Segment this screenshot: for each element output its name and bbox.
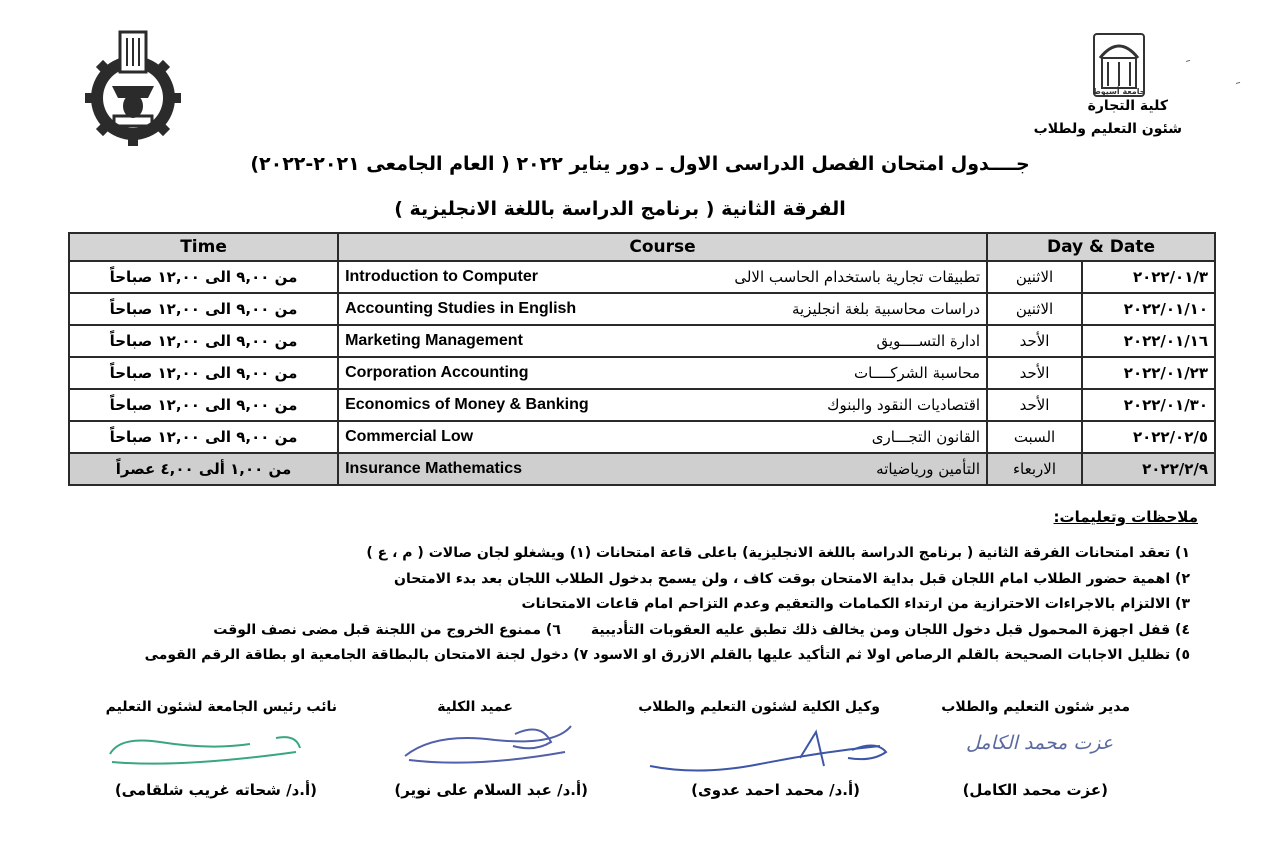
time-cell: من ٩,٠٠ الى ١٢,٠٠ صباحاً (69, 357, 338, 389)
table-row (69, 357, 1215, 389)
note-text: ٤) قفل اجهزة المحمول قبل دخول اللجان ومن يخالف ذلك تطبق عليه العقوبات التأديبية (590, 621, 1190, 638)
course-cell (338, 325, 987, 357)
day-cell: الاثنين (987, 293, 1082, 325)
time-cell: من ٩,٠٠ الى ١٢,٠٠ صباحاً (69, 389, 338, 421)
course-name-ar: القانون التجـــارى (871, 428, 981, 446)
date-cell: ٢٠٢٢/٠٢/٥ (1082, 421, 1215, 453)
note-item: ٣) الالتزام بالاجراءات الاحترازية من ارتداء الكمامات والتعقيم وعدم التزاحم امام قاعات الامتحانات (521, 596, 1190, 612)
course-cell (338, 421, 987, 453)
time-cell: من ٩,٠٠ الى ١٢,٠٠ صباحاً (69, 421, 338, 453)
note-item: ٥) تظليل الاجابات الصحيحة بالقلم الرصاص اولا ثم التأكيد عليها بالقلم الازرق او الاسود ٧) دخول لجنة الامتحان بالبطاقة الجامعية او بطاقة الرقم القومى (144, 647, 1190, 663)
table-row (69, 325, 1215, 357)
date-cell: ٢٠٢٢/٠١/١٠ (1082, 293, 1215, 325)
exam-schedule-table (68, 232, 1216, 486)
course-column-header: Course (338, 233, 987, 261)
course-name-en: Introduction to Computer (345, 268, 538, 285)
notes-title: ملاحظات وتعليمات: (1053, 508, 1198, 526)
course-name-ar: محاسبة الشركــــات (854, 364, 981, 382)
course-name-en: Economics of Money & Banking (345, 396, 589, 413)
faculty-emblem-logo (82, 26, 184, 148)
faculty-name: كلية التجارة (1087, 98, 1168, 114)
table-header-row (69, 233, 1215, 261)
time-cell: من ٩,٠٠ الى ١٢,٠٠ صباحاً (69, 325, 338, 357)
course-name-ar: التأمين ورياضياته (876, 460, 981, 478)
course-cell (338, 357, 987, 389)
course-name-en: Accounting Studies in English (345, 300, 577, 317)
course-cell (338, 293, 987, 325)
course-name-ar: اقتصاديات النقود والبنوك (827, 396, 981, 414)
day-cell: الأحد (987, 389, 1082, 421)
page-title: جــــدول امتحان الفصل الدراسى الاول ـ دور يناير ٢٠٢٢ ( العام الجامعى ٢٠٢١-٢٠٢٢) (250, 153, 1030, 175)
page-subtitle: الفرقة الثانية ( برنامج الدراسة باللغة الانجليزية ) (394, 198, 846, 220)
table-row (69, 389, 1215, 421)
note-item: ٢) اهمية حضور الطلاب امام اللجان قبل بداية الامتحان بوقت كاف ، ولن يسمح بدخول الطلاب اللجان بعد بدء الامتحان (394, 570, 1190, 587)
course-name-ar: دراسات محاسبية بلغة انجليزية (791, 300, 981, 318)
course-cell (338, 389, 987, 421)
university-logo (1088, 30, 1150, 100)
right-logo-text: جامعة أسيوط (1092, 87, 1146, 96)
day-cell: السبت (987, 421, 1082, 453)
table-row (69, 261, 1215, 293)
signature-name: (أ.د/ عبد السلام على نوير) (394, 781, 588, 799)
signature-mark (395, 712, 585, 782)
time-cell: من ٩,٠٠ الى ١٢,٠٠ صباحاً (69, 293, 338, 325)
course-name-ar: تطبيقات تجارية باستخدام الحاسب الالى (734, 268, 981, 286)
day-date-column-header: Day & Date (987, 233, 1215, 261)
note-item (80, 618, 1190, 644)
course-name-ar: ادارة التســــويق (876, 332, 981, 350)
course-cell (338, 453, 987, 485)
date-cell: ٢٠٢٢/٠١/٣٠ (1082, 389, 1215, 421)
date-cell: ٢٠٢٢/٠١/١٦ (1082, 325, 1215, 357)
signature-title: مدير شئون التعليم والطلاب (941, 699, 1130, 715)
date-cell: ٢٠٢٢/٢/٩ (1082, 453, 1215, 485)
time-cell: من ٩,٠٠ الى ١٢,٠٠ صباحاً (69, 261, 338, 293)
course-cell (338, 261, 987, 293)
stray-mark: ﹶ (1236, 80, 1241, 96)
course-name-en: Insurance Mathematics (345, 460, 523, 477)
day-cell: الأحد (987, 357, 1082, 389)
table-row (69, 421, 1215, 453)
note-item: ١) تعقد امتحانات الفرقة الثانية ( برنامج الدراسة باللغة الانجليزية) باعلى قاعة امتحانات (١) ويشغلو لجان صالات ( م ، ع ) (366, 545, 1190, 561)
day-cell: الأحد (987, 325, 1082, 357)
stray-mark: ﹶ (1186, 58, 1191, 74)
signature-name: (أ.د/ شحاته غريب شلقامى) (114, 781, 317, 799)
signature-name: (أ.د/ محمد احمد عدوى) (691, 781, 860, 799)
signature-title: نائب رئيس الجامعة لشئون التعليم (105, 699, 337, 715)
department-name: شئون التعليم ولطلاب (1033, 121, 1182, 137)
day-cell: الاثنين (987, 261, 1082, 293)
table-row (69, 293, 1215, 325)
course-name-en: Marketing Management (345, 332, 523, 349)
notes-list (80, 541, 1190, 669)
signature-title: عميد الكلية (437, 699, 513, 715)
course-name-en: Commercial Low (345, 428, 474, 445)
signature-mark (640, 718, 900, 788)
signature-mark (100, 722, 310, 778)
day-cell: الاربعاء (987, 453, 1082, 485)
time-cell: من ١,٠٠ ألى ٤,٠٠ عصراً (69, 453, 338, 485)
signature-title: وكيل الكلية لشئون التعليم والطلاب (638, 699, 880, 715)
signature-handwriting: عزت محمد الكامل (966, 732, 1114, 754)
signature-name: (عزت محمد الكامل) (962, 781, 1108, 799)
date-cell: ٢٠٢٢/٠١/٢٣ (1082, 357, 1215, 389)
course-name-en: Corporation Accounting (345, 364, 529, 381)
time-column-header: Time (69, 233, 338, 261)
note-text: ٦) ممنوع الخروج من اللجنة قبل مضى نصف الوقت (213, 621, 561, 638)
date-cell: ٢٠٢٢/٠١/٣ (1082, 261, 1215, 293)
table-row (69, 453, 1215, 485)
